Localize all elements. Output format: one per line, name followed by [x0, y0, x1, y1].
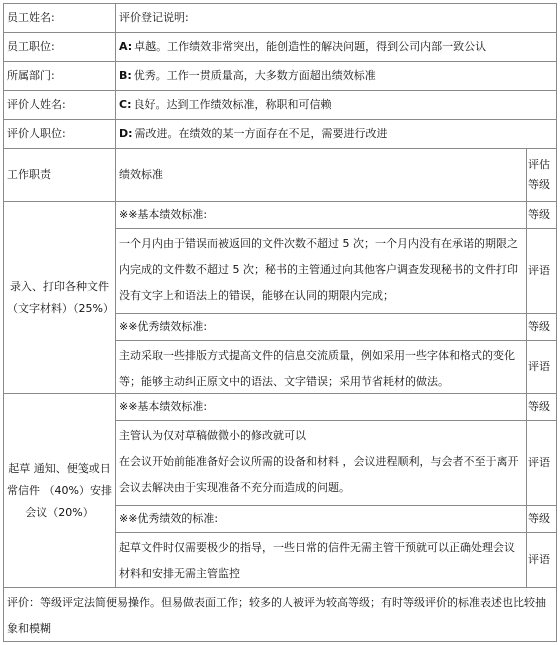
level-c-text: 良好。达到工作绩效标准，称职和可信赖 [133, 98, 332, 112]
row2-excellent-comment: 评语 [526, 532, 557, 588]
level-a-letter: A: [119, 40, 133, 54]
level-c-letter: C: [119, 98, 132, 112]
evaluation-instructions-title: 评价登记说明: [115, 3, 557, 33]
department-label: 所属部门: [3, 61, 116, 91]
duty-drafting-and-meetings: 起草 通知、便笺或日常信件 （40%）安排会议（20%） [3, 393, 116, 588]
level-a-description [115, 32, 557, 62]
level-d-letter: D: [119, 127, 133, 141]
level-d-description [115, 119, 557, 149]
row2-basic-comment: 评语 [526, 420, 557, 506]
level-a-text: 卓越。工作绩效非常突出，能创造性的解决问题，得到公司内部一致公认 [134, 40, 487, 54]
row1-basic-standard-text: 一个月内由于错误而被返回的文件次数不超过 5 次；一个月内没有在承诺的期限之内完成的文件数不超过 5 次；秘书的主管通过向其他客户调查发现秘书的文件打印没有文字上和语法上的错误，能够在认同的期限内完成； [115, 228, 527, 314]
duty-typing-documents: 录入、打印各种文件（文字材料）（25%） [3, 201, 116, 394]
row1-basic-standard-label: ※※基本绩效标准: [115, 201, 527, 229]
level-b-text: 优秀。工作一贯质量高，大多数方面超出绩效标准 [133, 69, 376, 83]
employee-name-label: 员工姓名: [3, 3, 116, 33]
row2-basic-grade: 等级 [526, 393, 557, 421]
row2-excellent-standard-text: 起草文件时仅需要极少的指导，一些日常的信件无需主管干预就可以正确处理会议材料和安排无需主管监控 [115, 532, 527, 588]
column-header-standard: 绩效标准 [115, 148, 527, 202]
row1-basic-grade: 等级 [526, 201, 557, 229]
row1-excellent-grade: 等级 [526, 313, 557, 341]
row1-excellent-standard-label: ※※优秀绩效标准: [115, 313, 527, 341]
column-header-grade: 评估等级 [526, 148, 557, 202]
evaluation-summary: 评价：等级评定法简便易操作。但易做表面工作；较多的人被评为较高等级；有时等级评价的标准表述也比较抽象和模糊 [3, 587, 557, 642]
row1-excellent-comment: 评语 [526, 340, 557, 394]
level-b-letter: B: [119, 69, 132, 83]
evaluator-position-label: 评价人职位: [3, 119, 116, 149]
row2-basic-standard-text: 主管认为仅对草稿做微小的修改就可以 在会议开始前能准备好会议所需的设备和材料 ，会议进程顺利，与会者不至于离开会议去解决由于实现准备不充分而造成的问题。 [115, 420, 527, 506]
row2-basic-standard-label: ※※基本绩效标准: [115, 393, 527, 421]
evaluator-name-label: 评价人姓名: [3, 90, 116, 120]
row2-excellent-standard-label: ※※优秀绩效的标准: [115, 505, 527, 533]
row1-basic-comment: 评语 [526, 228, 557, 314]
level-c-description [115, 90, 557, 120]
level-d-text: 需改进。在绩效的某一方面存在不足，需要进行改进 [134, 127, 388, 141]
row2-excellent-grade: 等级 [526, 505, 557, 533]
row1-excellent-standard-text: 主动采取一些排版方式提高文件的信息交流质量，例如采用一些字体和格式的变化等；能够主动纠正原文中的语法、文字错误；采用节省耗材的做法。 [115, 340, 527, 394]
column-header-duty: 工作职责 [3, 148, 116, 202]
employee-position-label: 员工职位: [3, 32, 116, 62]
level-b-description [115, 61, 557, 91]
